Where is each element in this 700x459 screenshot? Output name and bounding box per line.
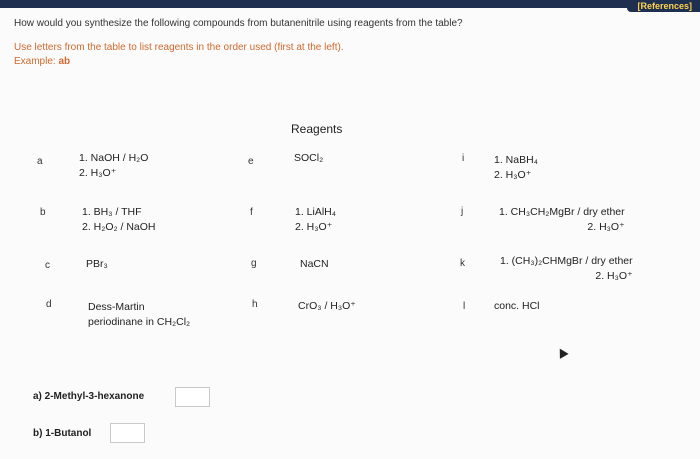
reagent-d [88, 300, 190, 330]
reagent-letter-g: g [251, 258, 257, 269]
reagent-line: NaCN [300, 258, 329, 270]
example-text [14, 55, 70, 68]
reagent-line: 1. NaBH₄ [494, 154, 538, 166]
answer-a-input[interactable] [175, 387, 210, 407]
reagent-k [500, 254, 633, 284]
reagent-a [79, 151, 148, 181]
reagent-letter-b: b [40, 207, 46, 218]
answer-a-label: a) 2-Methyl-3-hexanone [33, 391, 145, 402]
example-value: ab [58, 56, 71, 67]
reagent-letter-i: i [462, 153, 465, 164]
reagent-l [494, 299, 540, 314]
instruction-text: Use letters from the table to list reagents in the order used (first at the left). [14, 42, 344, 53]
reagent-line: 1. NaOH / H₂O [79, 152, 149, 164]
reagent-letter-k: k [460, 258, 465, 269]
reagent-j [499, 205, 625, 235]
mouse-cursor-icon [555, 346, 568, 359]
references-link[interactable]: [References] [627, 0, 700, 12]
reagent-b [82, 205, 156, 235]
reagent-line: SOCl₂ [294, 152, 324, 164]
reagents-header: Reagents [291, 122, 343, 136]
reagent-letter-a: a [37, 156, 43, 167]
reagent-line: periodinane in CH₂Cl₂ [88, 316, 191, 328]
reagent-f [295, 205, 336, 235]
reagent-letter-j: j [461, 206, 464, 217]
reagent-line: 2. H₃O⁺ [587, 221, 625, 233]
reagent-i [494, 153, 538, 183]
reagent-line: 1. LiAlH₄ [295, 206, 337, 218]
reagent-line: 1. BH₃ / THF [82, 206, 142, 218]
example-label: Example: [14, 56, 56, 67]
reagent-line: 1. CH₃CH₂MgBr / dry ether [499, 206, 625, 218]
reagent-e [294, 151, 323, 166]
reagent-line: 2. H₃O⁺ [494, 169, 532, 181]
answer-b-label: b) 1-Butanol [33, 428, 92, 439]
reagent-h [298, 299, 356, 314]
reagent-letter-l: l [463, 301, 466, 312]
reagent-letter-e: e [248, 156, 254, 167]
reagent-c [86, 257, 108, 272]
question-text: How would you synthesize the following compounds from butanenitrile using reagents from the table? [14, 18, 463, 29]
reagent-line: 2. H₃O⁺ [595, 270, 633, 282]
reagent-letter-f: f [250, 207, 253, 218]
reagent-line: 1. (CH₃)₂CHMgBr / dry ether [500, 255, 633, 267]
reagent-line: 2. H₃O⁺ [79, 167, 117, 179]
reagent-line: Dess-Martin [88, 301, 145, 313]
reagent-letter-h: h [252, 299, 258, 310]
top-bar [0, 0, 700, 8]
reagent-line: CrO₃ / H₃O⁺ [298, 300, 356, 312]
reagent-line: conc. HCl [494, 300, 540, 312]
reagent-line: PBr₃ [86, 258, 108, 270]
answer-b-input[interactable] [110, 423, 145, 443]
reagent-letter-c: c [45, 260, 50, 271]
reagent-g [300, 257, 329, 272]
reagent-line: 2. H₃O⁺ [295, 221, 333, 233]
reagent-letter-d: d [46, 299, 52, 310]
reagent-line: 2. H₂O₂ / NaOH [82, 221, 156, 233]
